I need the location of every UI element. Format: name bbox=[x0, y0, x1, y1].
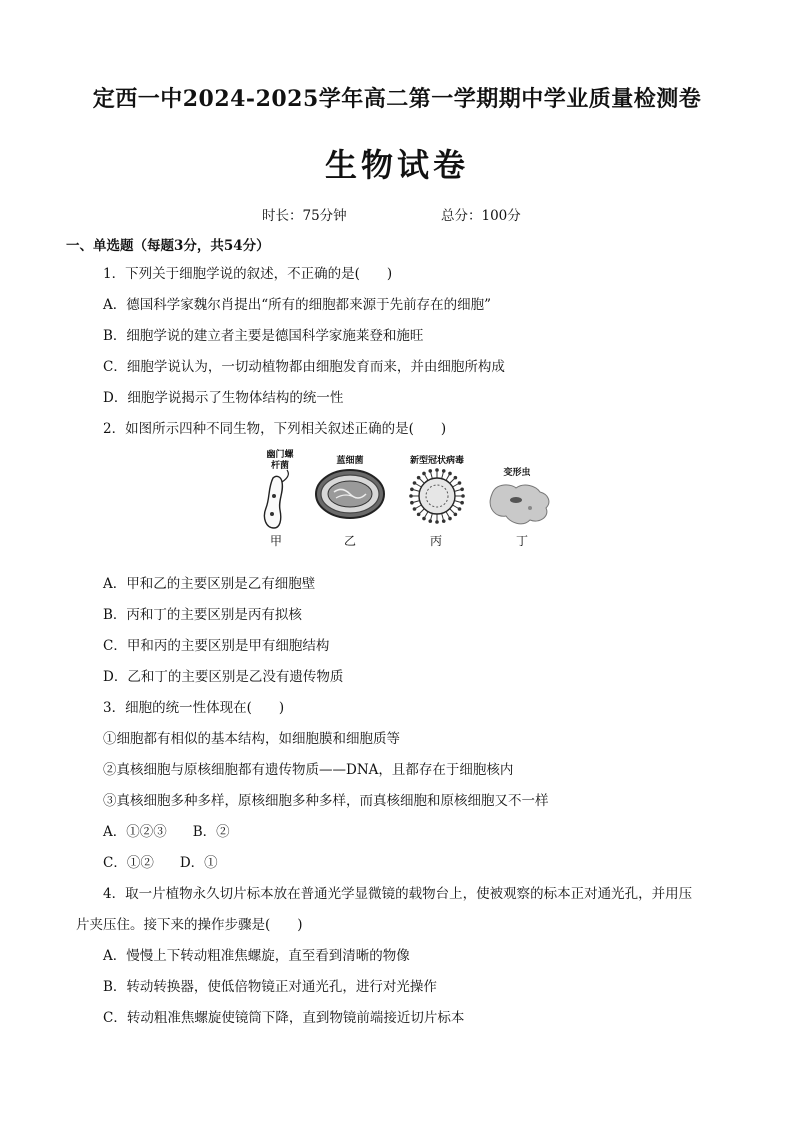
subject-title: 生物试卷 bbox=[324, 146, 469, 184]
amoeba-drawing bbox=[490, 485, 549, 524]
question-1-stem: 1．下列关于细胞学说的叙述，不正确的是( ) bbox=[103, 266, 393, 282]
question-1-option-a: A．德国科学家魏尔肖提出“所有的细胞都来源于先前存在的细胞” bbox=[103, 297, 492, 313]
question-2-option-a: A．甲和乙的主要区别是乙有细胞壁 bbox=[103, 576, 316, 592]
question-1-option-c: C．细胞学说认为，一切动植物都由细胞发育而来，并由细胞所构成 bbox=[103, 359, 505, 375]
question-3-option-d: D．① bbox=[179, 855, 218, 871]
question-3-option-b: B．② bbox=[192, 824, 230, 840]
question-3-statement-1: ①细胞都有相似的基本结构，如细胞膜和细胞质等 bbox=[103, 731, 400, 747]
question-3-stem: 3．细胞的统一性体现在( ) bbox=[103, 700, 285, 716]
question-3-options-cd bbox=[103, 851, 218, 871]
question-4-stem-line-2: 片夹压住。接下来的操作步骤是( ) bbox=[76, 917, 303, 933]
question-3-statement-2: ②真核细胞与原核细胞都有遗传物质——DNA，且都存在于细胞核内 bbox=[103, 762, 514, 778]
figure-caption-bing: 丙 bbox=[429, 534, 442, 548]
question-2-stem: 2．如图所示四种不同生物，下列相关叙述正确的是( ) bbox=[103, 421, 447, 437]
exam-total-score: 总分：100分 bbox=[441, 208, 521, 224]
figure-label-cyanobacteria: 蓝细菌 bbox=[336, 456, 364, 466]
figure-label-amoeba: 变形虫 bbox=[503, 468, 531, 478]
question-4-option-c: C．转动粗准焦螺旋使镜筒下降，直到物镜前端接近切片标本 bbox=[103, 1010, 465, 1026]
figure-label-helicobacter: 幽门螺 杆菌 bbox=[266, 450, 294, 471]
question-3-statement-3: ③真核细胞多种多样，原核细胞多种多样，而真核细胞和原核细胞又不一样 bbox=[103, 793, 549, 809]
exam-title: 定西一中2024-2025学年高二第一学期期中学业质量检测卷 bbox=[92, 86, 702, 112]
coronavirus-drawing bbox=[409, 468, 465, 524]
question-4-stem-line-1: 4．取一片植物永久切片标本放在普通光学显微镜的载物台上，使被观察的标本正对通光孔，并用压 bbox=[103, 886, 693, 902]
question-2-figure bbox=[240, 448, 560, 552]
figure-caption-jia: 甲 bbox=[269, 534, 282, 548]
question-4-option-a: A．慢慢上下转动粗准焦螺旋，直至看到清晰的物像 bbox=[103, 948, 410, 964]
section-title: 一、单选题（每题3分，共54分） bbox=[66, 238, 270, 254]
question-3-option-a: A．①②③ bbox=[103, 824, 167, 840]
question-3-options-ab bbox=[103, 820, 230, 840]
question-3-option-c: C．①② bbox=[103, 855, 154, 871]
question-1-option-b: B．细胞学说的建立者主要是德国科学家施莱登和施旺 bbox=[103, 328, 424, 344]
question-1-option-d: D．细胞学说揭示了生物体结构的统一性 bbox=[103, 390, 344, 406]
figure-caption-yi: 乙 bbox=[343, 534, 356, 548]
exam-duration: 时长：75分钟 bbox=[262, 208, 347, 224]
question-4-option-b: B．转动转换器，使低倍物镜正对通光孔，进行对光操作 bbox=[103, 979, 437, 995]
question-2-option-b: B．丙和丁的主要区别是丙有拟核 bbox=[103, 607, 302, 623]
question-2-option-d: D．乙和丁的主要区别是乙没有遗传物质 bbox=[103, 669, 344, 685]
helicobacter-drawing bbox=[264, 470, 288, 528]
figure-label-coronavirus: 新型冠状病毒 bbox=[409, 456, 464, 466]
cyanobacteria-drawing bbox=[316, 470, 384, 518]
question-2-option-c: C．甲和丙的主要区别是甲有细胞结构 bbox=[103, 638, 330, 654]
figure-caption-ding: 丁 bbox=[515, 534, 528, 548]
